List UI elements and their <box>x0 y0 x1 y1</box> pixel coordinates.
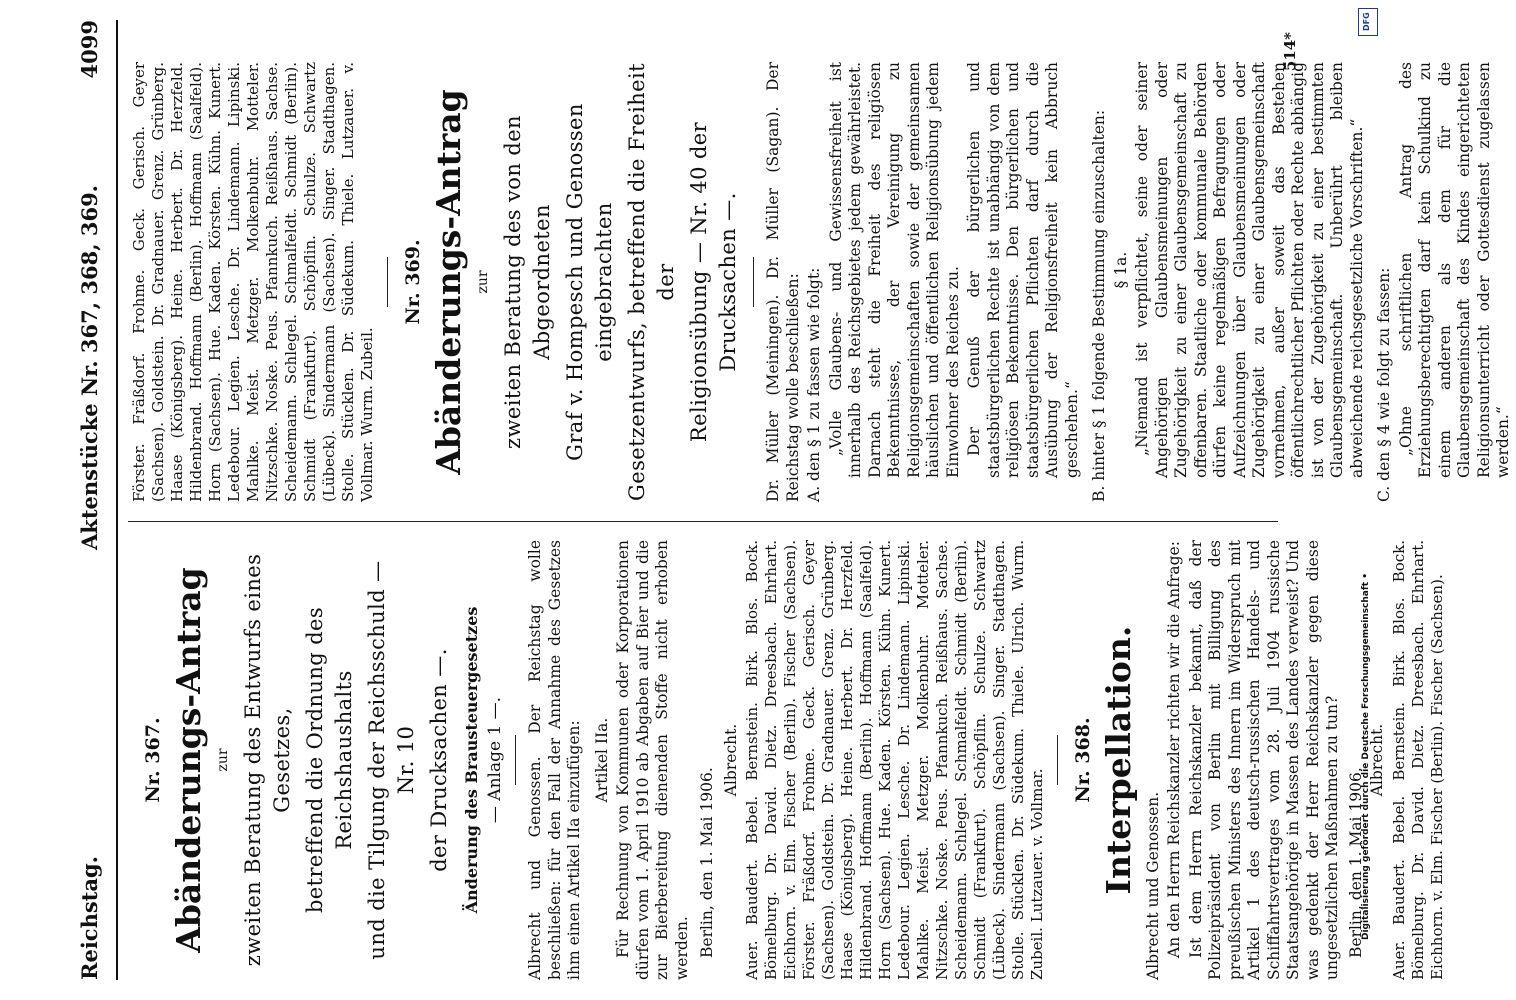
doc367-heading: Abänderungs-Antrag <box>168 567 208 953</box>
doc369-a-text: „Volle Glaubens- und Gewissensfreiheit ist innerhalb des Reichsgebietes jedem gewährleistet. Darnach steht die Freiheit des religiösen Bekenntnisses, der Vereinigung zu Religionsgemeinschaften sowie der gemeinsamen häuslichen und öffentlichen Religionsübung jedem Einwohner des Reiches zu. <box>826 62 962 478</box>
dfg-sidebar <box>1355 0 1383 1000</box>
doc368-text: Ist dem Herrn Reichskanzler bekannt, daß der Polizeipräsident von Berlin mit Billigung des preußischen Ministers des Innern im Widerspruch mit Artikel 1 des deutsch-russischen Handels- und Schiffahrtsvertrages vom 28. Juli 1904 russische Staatsangehörige in Massen des Landes verweist? Und was gedenkt der Herr Reichskanzler gegen diese ungesetzlichen Maßnahmen zu tun? <box>1186 540 1341 980</box>
doc368-lead: An den Herrn Reichskanzler richten wir die Anfrage: <box>1165 541 1183 958</box>
short-rule <box>1057 735 1058 785</box>
short-rule <box>387 257 388 307</box>
doc367-place-date: Berlin, den 1. Mai 1906. <box>698 767 716 958</box>
doc367-title-line-1: zweiten Beratung des Entwurfs eines Gesetzes, <box>241 553 294 967</box>
doc367-artikel: Artikel IIa. <box>592 717 611 803</box>
doc367-title-line-2: betreffend die Ordnung des Reichshaushalts <box>303 606 356 914</box>
doc369-b-para: § 1a. <box>1111 251 1130 289</box>
header-rule <box>116 20 118 980</box>
doc369-b-lead: B. hinter § 1 folgende Bestimmung einzuschalten: <box>1090 109 1108 502</box>
doc367-artikel-text: Für Rechnung von Kommunen oder Korporationen dürfen vom 1. April 1910 ab Abgaben auf Bier und die zur Bierbereitung dienenden Stoffe nicht erhoben werden. <box>614 540 691 980</box>
doc367-zur: zur <box>214 748 231 772</box>
doc367-names-continued: Förster. Fräßdorf. Frohme. Geck. Gerisch. Geyer (Sachsen). Goldstein. Dr. Gradnauer. Grenz. Grünberg. Haase (Königsberg). Heine. Herbert. Dr. Herzfeld. Hildenbrand. Hoffmann (Berlin). Hoffmann (Saalfeld). Horn (Sachsen). Hue. Kaden. Körsten. Kühn. Kunert. Ledebour. Legien. Lesche. Dr. Lindemann. Lipinski. Mahlke. Meist. Metzger. Molkenbuhr. Motteler. Nitzschke. Noske. Peus. Pfannkuch. Reißhaus. Sachse. Scheidemann. Schlegel. Schmalfeldt. Schmidt (Berlin). Schmidt (Frankfurt). Schöpflin. Schulze. Schwartz (Lübeck). Sindermann (Sachsen). Singer. Stadthagen. Stolle. Stücklen. Dr. Südekum. Thiele. Lutzauer. v. Vollmar. Wurm. Zubeil. <box>130 62 376 502</box>
doc369-zur: zur <box>474 270 491 294</box>
page-header <box>77 20 110 980</box>
doc367-number: Nr. 367. <box>142 717 164 803</box>
doc369-b-text: „Niemand ist verpflichtet, seine oder seiner Angehörigen Glaubensmeinungen oder Zugehörigkeit zu einer Glaubensgemeinschaft zu offenbaren. Staatliche oder kommunale Behörden dürfen keine regelmäßigen Befragungen oder Aufzeichnungen über Glaubensmeinungen oder Zugehörigkeit zu einer Glaubensgemeinschaft vornehmen, außer soweit das Bestehen öffentlichrechtlicher Pflichten oder Rechte abhängig ist von der Zugehörigkeit zu einer bestimmten Glaubensgemeinschaft. Unberührt bleiben abweichende reichsgesetzliche Vorschriften.“ <box>1133 62 1366 478</box>
doc369-title-line-4: Religionsübung — Nr. 40 der Drucksachen —. <box>687 121 740 443</box>
short-rule <box>753 257 754 307</box>
doc369-intro: Dr. Müller (Meiningen). Dr. Müller (Sagan). Der Reichstag wolle beschließen: <box>764 62 802 502</box>
doc367-intro: Albrecht und Genossen. Der Reichstag wolle beschließen: für den Fall der Annahme des Gesetzes ihm einen Artikel IIa einzufügen: <box>526 540 583 980</box>
left-column <box>128 540 1449 980</box>
doc367-title-line-3: und die Tilgung der Reichsschuld — Nr. 10 <box>365 560 418 960</box>
short-rule <box>515 735 516 785</box>
doc367-anlage: — Anlage 1 —. <box>484 696 505 824</box>
doc369-title-line-3: Gesetzentwurfs, betreffend die Freiheit der <box>625 63 678 501</box>
footer-mark: 514* <box>1280 32 1299 72</box>
doc367-names: Auer. Baudert. Bebel. Bernstein. Birk. Blos. Bock. Bömelburg. Dr. David. Dietz. Dreesbach. Ehrhart. Eichhorn. v. Elm. Fischer (Berlin). Fischer (Sachsen). Förster. Fräßdorf. Frohme. Geck. Gerisch. Geyer (Sachsen). Goldstein. Dr. Gradnauer. Grenz. Grünberg. Haase (Königsberg). Heine. Herbert. Dr. Herzfeld. Hildenbrand. Hoffmann (Berlin). Hoffmann (Saalfeld). Horn (Sachsen). Hue. Kaden. Körsten. Kühn. Kunert. Ledebour. Legien. Lesche. Dr. Lindemann. Lipinski. Mahlke. Meist. Metzger. Molkenbuhr. Motteler. Nitzschke. Noske. Peus. Pfannkuch. Reißhaus. Sachse. Scheidemann. Schlegel. Schmalfeldt. Schmidt (Berlin). Schmidt (Frankfurt). Schöpflin. Schulze. Schwartz (Lübeck). Sindermann (Sachsen). Singer. Stadthagen. Stolle. Stücklen. Dr. Südekum. Thiele. Ulrich. Wurm. Zubeil. Lutzauer. v. Vollmar. <box>743 540 1046 980</box>
column-divider <box>128 521 1278 522</box>
header-reichstag: Reichstag. <box>77 856 102 980</box>
doc367-title-line-4: der Drucksachen —. <box>427 648 451 872</box>
dfg-logo: DFG <box>1358 8 1378 36</box>
right-column <box>128 62 1516 502</box>
doc367-subheading: Änderung des Brausteuergesetzes <box>462 606 481 914</box>
doc368-heading: Interpellation. <box>1098 625 1138 895</box>
doc369-c-lead: C. den § 4 wie folgt zu fassen: <box>1375 267 1393 502</box>
doc368-place-date: Berlin, den 1. Mai 1906. <box>1346 767 1365 958</box>
doc369-number: Nr. 369. <box>402 239 424 325</box>
header-aktenstuecke: Aktenstücke Nr. 367, 368, 369. <box>77 185 102 550</box>
doc369-a-text2: Der Genuß der bürgerlichen und staatsbürgerlichen Rechte ist unabhängig von dem religiösen Bekenntnisse. Den bürgerlichen und staatsbürgerlichen Pflichten darf durch die Ausübung der Religionsfreiheit kein Abbruch geschehen.“ <box>965 62 1081 478</box>
doc369-heading: Abänderungs-Antrag <box>428 89 468 475</box>
dfg-watermark-text: Digitalisierung gefördert durch die Deutsche Forschungsgemeinschaft • <box>1361 573 1371 940</box>
doc369-title-line-1: zweiten Beratung des von den Abgeordneten <box>501 115 554 449</box>
doc369-title-line-2: Graf v. Hompesch und Genossen eingebrachten <box>563 103 616 461</box>
header-page-number: 4099 <box>77 20 102 79</box>
doc368-intro: Albrecht und Genossen. <box>1143 791 1162 980</box>
doc369-a-lead: A. den § 1 zu fassen wie folgt: <box>805 267 823 502</box>
doc368-names: Auer. Baudert. Bebel. Bernstein. Birk. Blos. Bock. Bömelburg. Dr. David. Dietz. Dreesbach. Ehrhart. Eichhorn. v. Elm. Fischer (Berlin). Fischer (Sachsen). <box>1389 540 1446 980</box>
doc369-c-text: „Ohne schriftlichen Antrag des Erziehungsberechtigten darf kein Schulkind zu einem anderen als dem für die Glaubensgemeinschaft des Kindes eingerichteten Religionsunterricht oder Gottesdienst zugelassen werden.“ <box>1396 62 1512 478</box>
doc368-signer: Albrecht. <box>1368 723 1386 797</box>
doc367-signer: Albrecht. <box>721 723 740 797</box>
doc368-number: Nr. 368. <box>1072 717 1094 803</box>
